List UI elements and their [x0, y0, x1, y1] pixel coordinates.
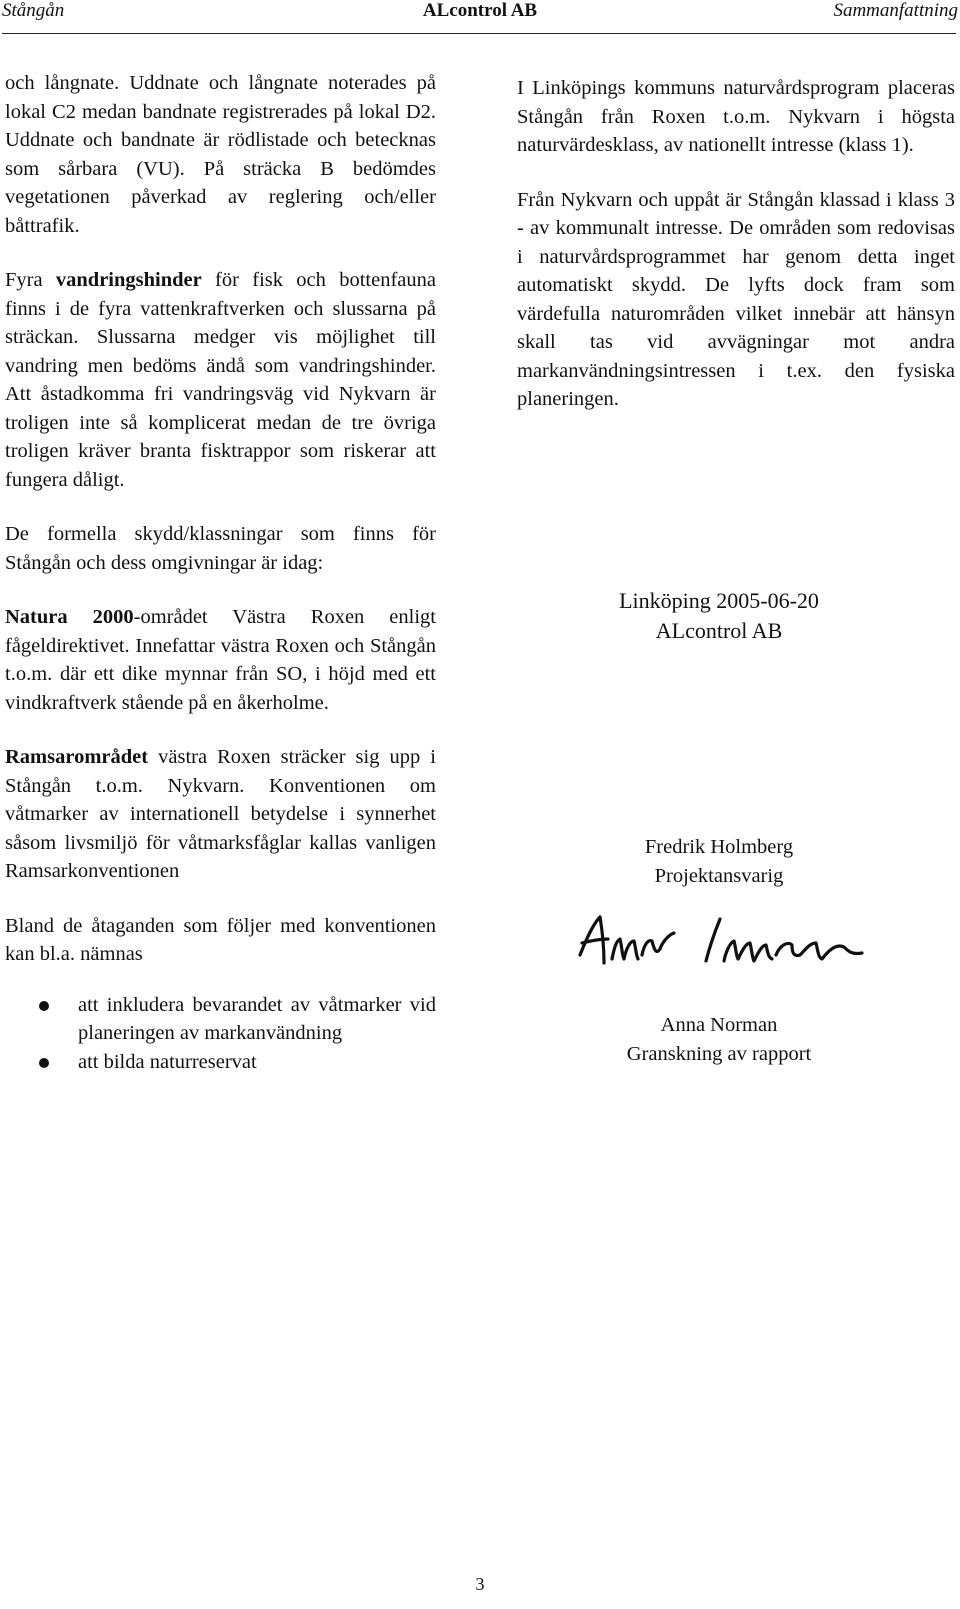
paragraph-formal-protection: De formella skydd/klassningar som finns för Stångån och dess omgivningar är idag:: [5, 523, 436, 574]
signoff-place-company: [517, 586, 921, 646]
paragraph-class-3: Från Nykvarn och uppåt är Stångån klassad i klass 3 - av kommunalt intresse. De områden som redovisas i naturvårdsprogrammet har genom detta inget automatiskt skydd. De lyfts dock fram som värdefulla naturområden vilket innebär att hänsyn skall tas vid avvägningar mot andra markanvändningsintressen i t.ex. den fysiska planeringen.: [517, 188, 955, 410]
bullet-icon: [39, 1058, 49, 1068]
list-item: att bilda naturreservat: [5, 1048, 436, 1077]
header-rule: [2, 33, 956, 34]
place-date: Linköping 2005-06-20: [619, 588, 819, 613]
paragraph-commitments: Bland de åtaganden som följer med konventionen kan bl.a. nämnas: [5, 914, 436, 965]
header-center: ALcontrol AB: [422, 0, 538, 21]
signoff-person-1: [517, 833, 921, 890]
list-item: att inkludera bevarandet av våtmarker vid planeringen av markanvändning: [5, 991, 436, 1048]
right-column: [517, 74, 955, 440]
commitments-list: [5, 991, 436, 1077]
paragraph-vegetation: och långnate. Uddnate och långnate noterades på lokal C2 medan bandnate registrerades på lokal D2. Uddnate och bandnate är rödlistade och betecknas som sårbara (VU). På sträcka B bedömdes vegetationen påverkad av reglering och/eller båttrafik.: [5, 72, 436, 237]
bullet-icon: [39, 1001, 49, 1011]
person1-role: Projektansvarig: [654, 864, 784, 887]
person1-name: Fredrik Holmberg: [644, 836, 794, 858]
page-header: [0, 0, 960, 40]
paragraph-natura-2000: Natura 2000-området Västra Roxen enligt fågeldirektivet. Innefattar västra Roxen och Stångån t.o.m. där ett dike mynnar från SO, i höjd med ett vindkraftverk stående på en åkerholme.: [5, 606, 436, 714]
header-right: Sammanfattning: [833, 0, 958, 21]
paragraph-ramsar: Ramsarområdet västra Roxen sträcker sig upp i Stångån t.o.m. Nykvarn. Konventionen om våtmarker av internationell betydelse i synnerhet såsom livsmiljö för våtmarksfåglar kallas vanligen Ramsarkonventionen: [5, 746, 436, 882]
signoff-person-2: [517, 1011, 921, 1068]
left-column: [5, 69, 436, 1076]
person2-role: Granskning av rapport: [626, 1042, 812, 1065]
paragraph-nature-program: I Linköpings kommuns naturvårdsprogram placeras Stångån från Roxen t.o.m. Nykvarn i högsta naturvärdesklass, av nationellt intresse (klass 1).: [517, 77, 955, 156]
company-name: ALcontrol AB: [655, 618, 783, 643]
header-left: Stångån: [2, 0, 65, 21]
page-number: 3: [475, 1574, 485, 1594]
paragraph-migration-barriers: Fyra vandringshinder för fisk och bottenfauna finns i de fyra vattenkraftverken och slussarna på sträckan. Slussarna medger vis möjlighet till vandring men bedöms ändå som vandringshinder. Att åstadkomma fri vandringsväg vid Nykvarn är troligen inte så komplicerat medan de tre övriga troligen kräver branta fisktrappor som riskerar att fungera dåligt.: [5, 269, 436, 491]
handwritten-signature: [570, 905, 870, 975]
person2-name: Anna Norman: [660, 1014, 778, 1036]
